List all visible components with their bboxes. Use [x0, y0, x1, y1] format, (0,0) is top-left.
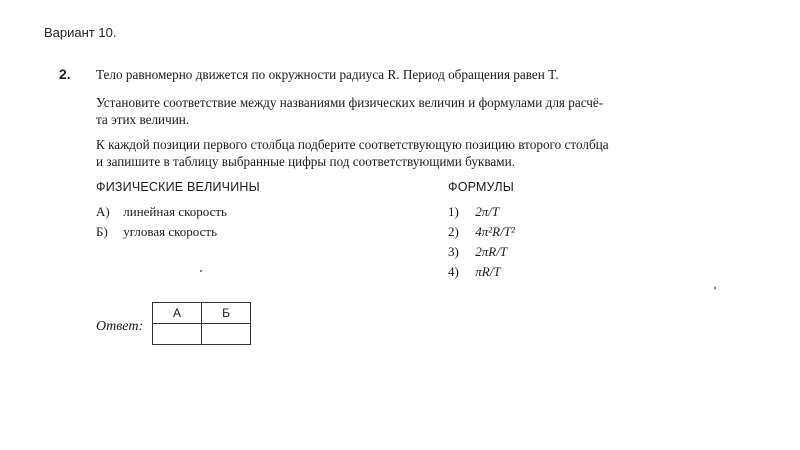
answer-column-a: А: [153, 303, 202, 324]
formula-number: 2): [448, 224, 459, 239]
variant-title: Вариант 10.: [44, 25, 117, 40]
instruction-line-2: та этих величин.: [96, 112, 190, 127]
quantity-item-a: [96, 202, 227, 222]
quantity-letter: А): [96, 204, 110, 219]
formula-item-2: [448, 222, 515, 242]
answer-table: [152, 302, 251, 345]
formula-item-4: [448, 262, 515, 282]
condition-line: Тело равномерно движется по окружности радиуса R. Период обращения равен T.: [96, 67, 559, 82]
formula-item-1: [448, 202, 515, 222]
quantity-text: линейная скорость: [123, 204, 227, 219]
quantity-item-b: [96, 222, 227, 242]
quantities-list: [96, 202, 227, 242]
formulas-list: [448, 202, 515, 282]
task-number: 2.: [59, 66, 71, 82]
task-condition: [96, 66, 746, 83]
formula-expression: 2πR/T: [475, 244, 508, 259]
formula-number: 4): [448, 264, 459, 279]
quantities-header: ФИЗИЧЕСКИЕ ВЕЛИЧИНЫ: [96, 180, 260, 194]
formula-number: 3): [448, 244, 459, 259]
scan-speck: [714, 287, 716, 289]
formulas-header: ФОРМУЛЫ: [448, 180, 515, 194]
formula-expression: 2π/T: [475, 204, 500, 219]
formula-expression: πR/T: [475, 264, 501, 279]
task-instruction: [96, 94, 746, 128]
formula-item-3: [448, 242, 515, 262]
formula-expression: 4π²R/T²: [475, 224, 515, 239]
quantity-text: угловая скорость: [123, 224, 218, 239]
task-directions: [96, 136, 746, 170]
answer-label: Ответ:: [96, 319, 144, 334]
answer-header-row: [153, 303, 251, 324]
directions-line-1: К каждой позиции первого столбца подберите соответствующую позицию второго столбца: [96, 137, 609, 152]
formula-number: 1): [448, 204, 459, 219]
answer-column-b: Б: [202, 303, 251, 324]
scan-speck: [200, 270, 202, 272]
instruction-line-1: Установите соответствие между названиями физических величин и формулами для расчё-: [96, 95, 604, 110]
answer-cell-a[interactable]: [153, 324, 202, 345]
directions-line-2: и запишите в таблицу выбранные цифры под соответствующими буквами.: [96, 154, 515, 169]
answer-cell-b[interactable]: [202, 324, 251, 345]
answer-input-row: [153, 324, 251, 345]
quantity-letter: Б): [96, 224, 108, 239]
